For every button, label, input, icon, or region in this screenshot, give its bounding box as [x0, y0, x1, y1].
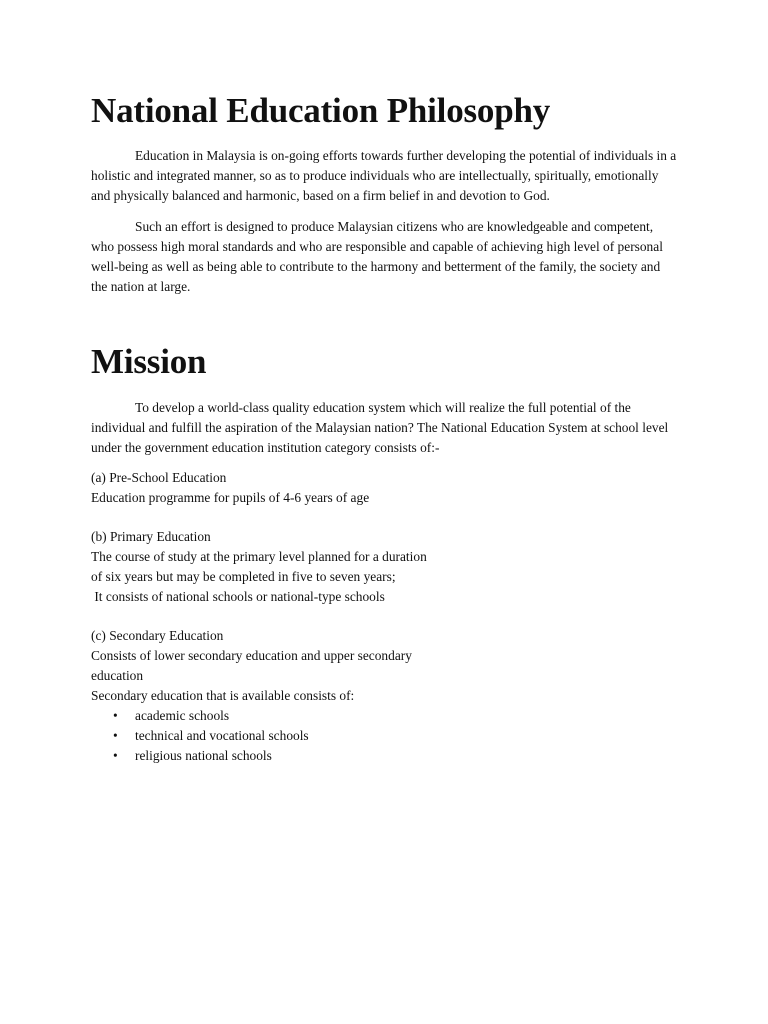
mission-intro-paragraph: To develop a world-class quality education system which will realize the full potential of the individual and fulfill the aspiration of the Malaysian nation? The National Education System at school level under the government education institution category consists of:-: [91, 400, 669, 455]
primary-line-3: It consists of national schools or national-type schools: [91, 589, 385, 604]
list-item-text: academic schools: [135, 708, 230, 723]
bullet-icon: •: [113, 728, 118, 743]
list-item: [91, 746, 678, 766]
heading-mission: Mission: [91, 342, 207, 381]
heading-national-education-philosophy: National Education Philosophy: [91, 91, 551, 130]
secondary-line-3: Secondary education that is available consists of:: [91, 688, 355, 703]
primary-title: (b) Primary Education: [91, 529, 211, 544]
secondary-school-types-list: [91, 706, 678, 766]
bullet-icon: •: [113, 748, 118, 763]
preschool-education-block: [91, 468, 678, 508]
secondary-title: (c) Secondary Education: [91, 628, 224, 643]
primary-line-1: The course of study at the primary level planned for a duration: [91, 549, 427, 564]
primary-education-block: [91, 527, 678, 607]
bullet-icon: •: [113, 708, 118, 723]
list-item-text: religious national schools: [135, 748, 272, 763]
list-item: [91, 726, 678, 746]
preschool-line-1: Education programme for pupils of 4-6 years of age: [91, 490, 370, 505]
secondary-line-1: Consists of lower secondary education and upper secondary: [91, 648, 412, 663]
preschool-title: (a) Pre-School Education: [91, 470, 227, 485]
philosophy-paragraph-2: Such an effort is designed to produce Malaysian citizens who are knowledgeable and competent, who possess high moral standards and who are responsible and capable of achieving high level of personal well-being as well as being able to contribute to the harmony and betterment of the family, the society and the nation at large.: [91, 219, 663, 294]
list-item-text: technical and vocational schools: [135, 728, 309, 743]
philosophy-paragraph-1: Education in Malaysia is on-going efforts towards further developing the potential of individuals in a holistic and integrated manner, so as to produce individuals who are intellectually, spiritually, emotionally and physically balanced and harmonic, based on a firm belief in and devotion to God.: [91, 148, 677, 203]
primary-line-2: of six years but may be completed in five to seven years;: [91, 569, 396, 584]
list-item: [91, 706, 678, 726]
secondary-line-2: education: [91, 668, 144, 683]
secondary-education-block: [91, 626, 678, 766]
